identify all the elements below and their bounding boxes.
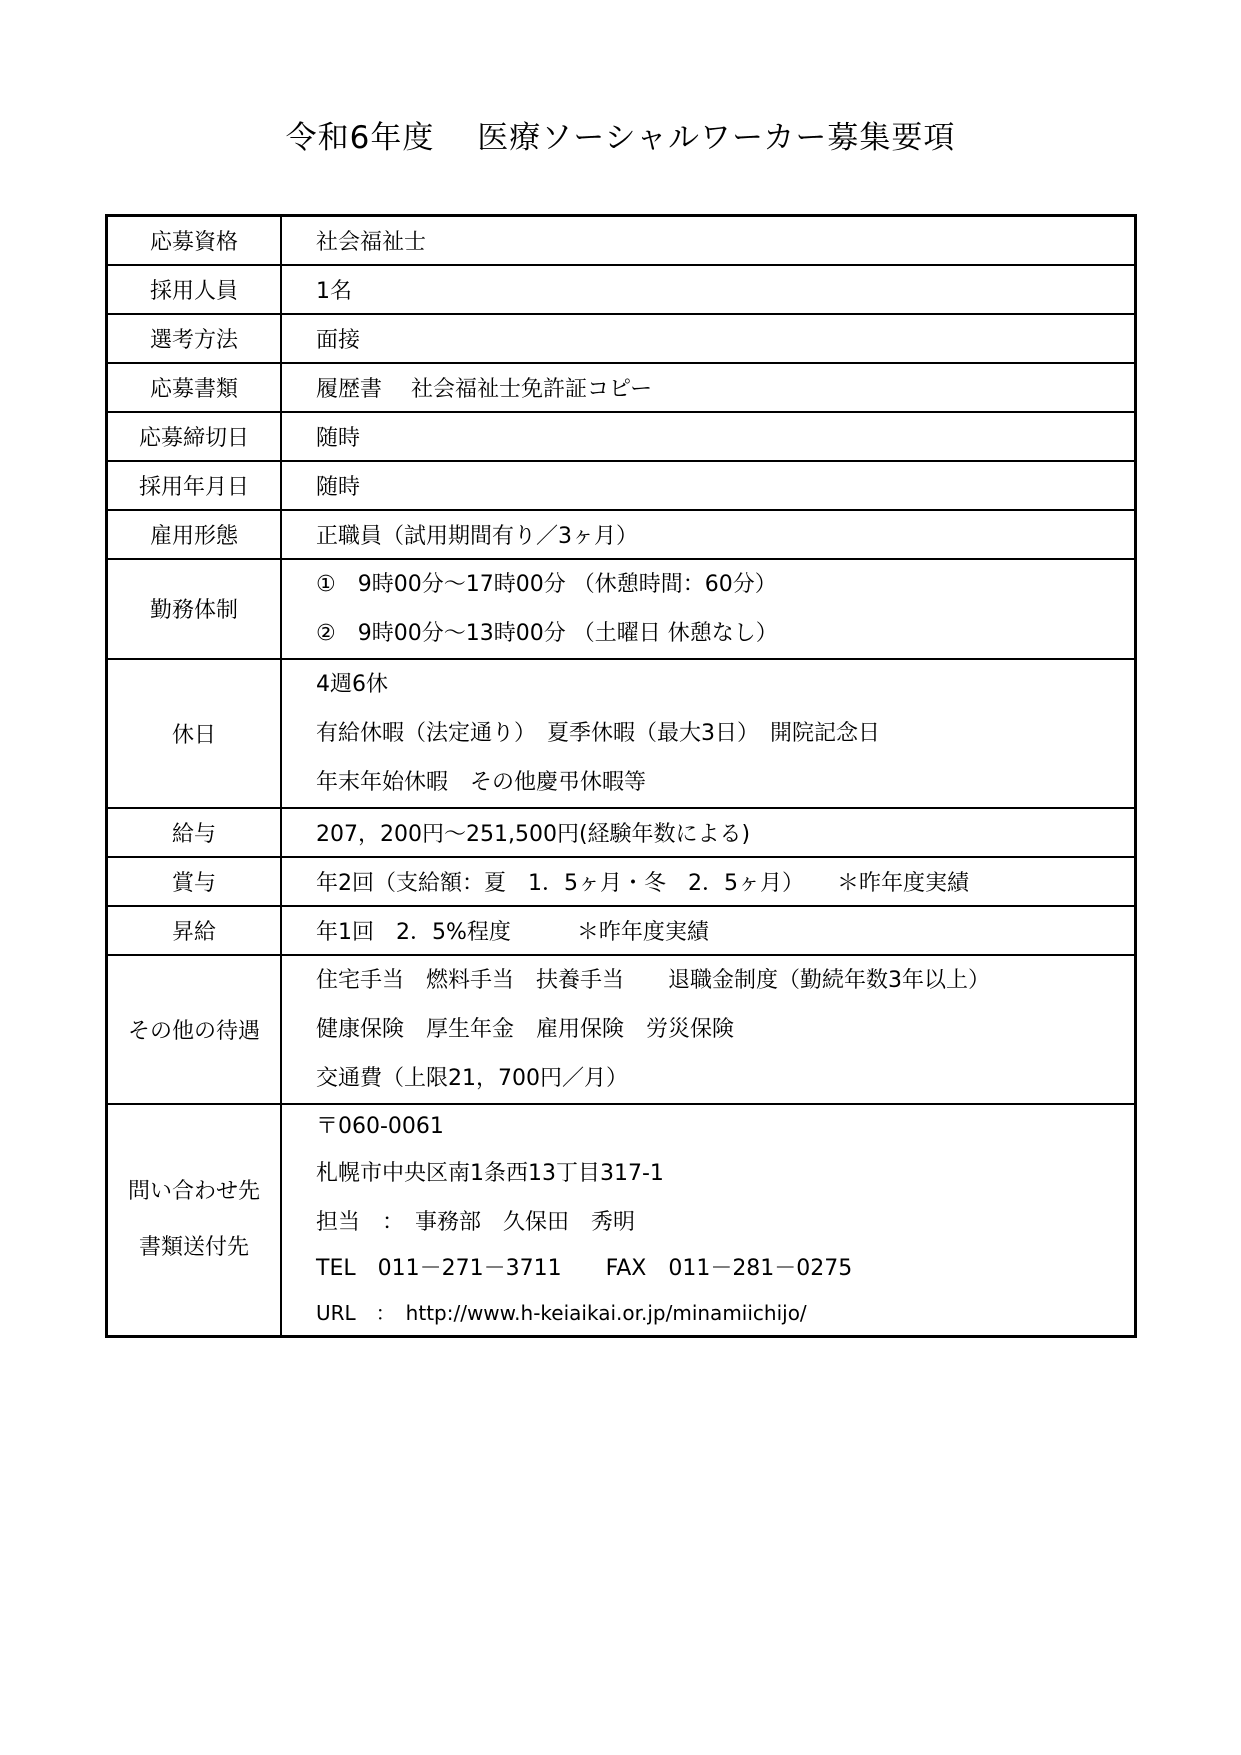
- table-row: [107, 314, 1136, 363]
- work-schedule-line: ① 9時00分～17時00分 （休憩時間：60分）: [316, 571, 777, 597]
- row-value-benefits: [281, 955, 1136, 1104]
- table-row: [107, 808, 1136, 857]
- row-value-qualification: 社会福祉士: [281, 216, 1136, 265]
- row-label-raise: 昇給: [107, 906, 282, 955]
- benefits-line: 健康保険 厚生年金 雇用保険 労災保険: [316, 1016, 735, 1042]
- benefits-line: 住宅手当 燃料手当 扶養手当 退職金制度（勤続年数3年以上）: [316, 967, 990, 993]
- row-value-start-date: 随時: [281, 461, 1136, 510]
- row-value-contact: [281, 1104, 1136, 1337]
- row-value-selection-method: 面接: [281, 314, 1136, 363]
- contact-phone: TEL 011－271－3711 FAX 011－281－0275: [316, 1255, 853, 1281]
- row-label-selection-method: 選考方法: [107, 314, 282, 363]
- row-value-bonus: 年2回（支給額：夏 1．5ヶ月・冬 2．5ヶ月） ＊昨年度実績: [281, 857, 1136, 906]
- row-label-contact: [107, 1104, 282, 1337]
- contact-label-line: 問い合わせ先: [127, 1178, 260, 1204]
- table-row: [107, 363, 1136, 412]
- row-label-deadline: 応募締切日: [107, 412, 282, 461]
- holidays-line: 年末年始休暇 その他慶弔休暇等: [316, 769, 647, 795]
- table-row: [107, 906, 1136, 955]
- row-value-documents: 履歴書 社会福祉士免許証コピー: [281, 363, 1136, 412]
- row-label-employment-type: 雇用形態: [107, 510, 282, 559]
- row-value-salary: 207，200円～251,500円(経験年数による): [281, 808, 1136, 857]
- contact-address: 札幌市中央区南1条西13丁目317-1: [316, 1160, 664, 1186]
- row-label-qualification: 応募資格: [107, 216, 282, 265]
- row-label-holidays: 休日: [107, 659, 282, 808]
- holidays-line: 有給休暇（法定通り） 夏季休暇（最大3日） 開院記念日: [316, 720, 880, 746]
- row-value-work-schedule: [281, 559, 1136, 659]
- row-label-hiring-count: 採用人員: [107, 265, 282, 314]
- contact-person: 担当 ： 事務部 久保田 秀明: [316, 1209, 636, 1235]
- recruitment-table: [105, 214, 1137, 1338]
- table-row: [107, 955, 1136, 1104]
- row-value-holidays: [281, 659, 1136, 808]
- table-row: [107, 216, 1136, 265]
- page-title: 令和6年度 医療ソーシャルワーカー募集要項: [285, 120, 956, 156]
- table-row: [107, 659, 1136, 808]
- contact-postal: 〒060-0061: [316, 1113, 444, 1139]
- row-label-start-date: 採用年月日: [107, 461, 282, 510]
- table-row: [107, 559, 1136, 659]
- table-row: [107, 510, 1136, 559]
- row-label-benefits: その他の待遇: [107, 955, 282, 1104]
- row-label-documents: 応募書類: [107, 363, 282, 412]
- table-row: [107, 1104, 1136, 1337]
- row-value-raise: 年1回 2．5%程度 ＊昨年度実績: [281, 906, 1136, 955]
- table-row: [107, 857, 1136, 906]
- row-label-work-schedule: 勤務体制: [107, 559, 282, 659]
- row-value-employment-type: 正職員（試用期間有り／3ヶ月）: [281, 510, 1136, 559]
- row-label-salary: 給与: [107, 808, 282, 857]
- row-value-hiring-count: 1名: [281, 265, 1136, 314]
- row-value-deadline: 随時: [281, 412, 1136, 461]
- row-label-bonus: 賞与: [107, 857, 282, 906]
- holidays-line: 4週6休: [316, 671, 388, 697]
- table-row: [107, 412, 1136, 461]
- table-row: [107, 461, 1136, 510]
- contact-label-line: 書類送付先: [138, 1234, 249, 1260]
- table-row: [107, 265, 1136, 314]
- contact-url[interactable]: URL ： http://www.h-keiaikai.or.jp/minamiichijo/: [316, 1300, 807, 1325]
- benefits-line: 交通費（上限21，700円／月）: [316, 1065, 628, 1091]
- work-schedule-line: ② 9時00分～13時00分 （土曜日 休憩なし）: [316, 620, 778, 646]
